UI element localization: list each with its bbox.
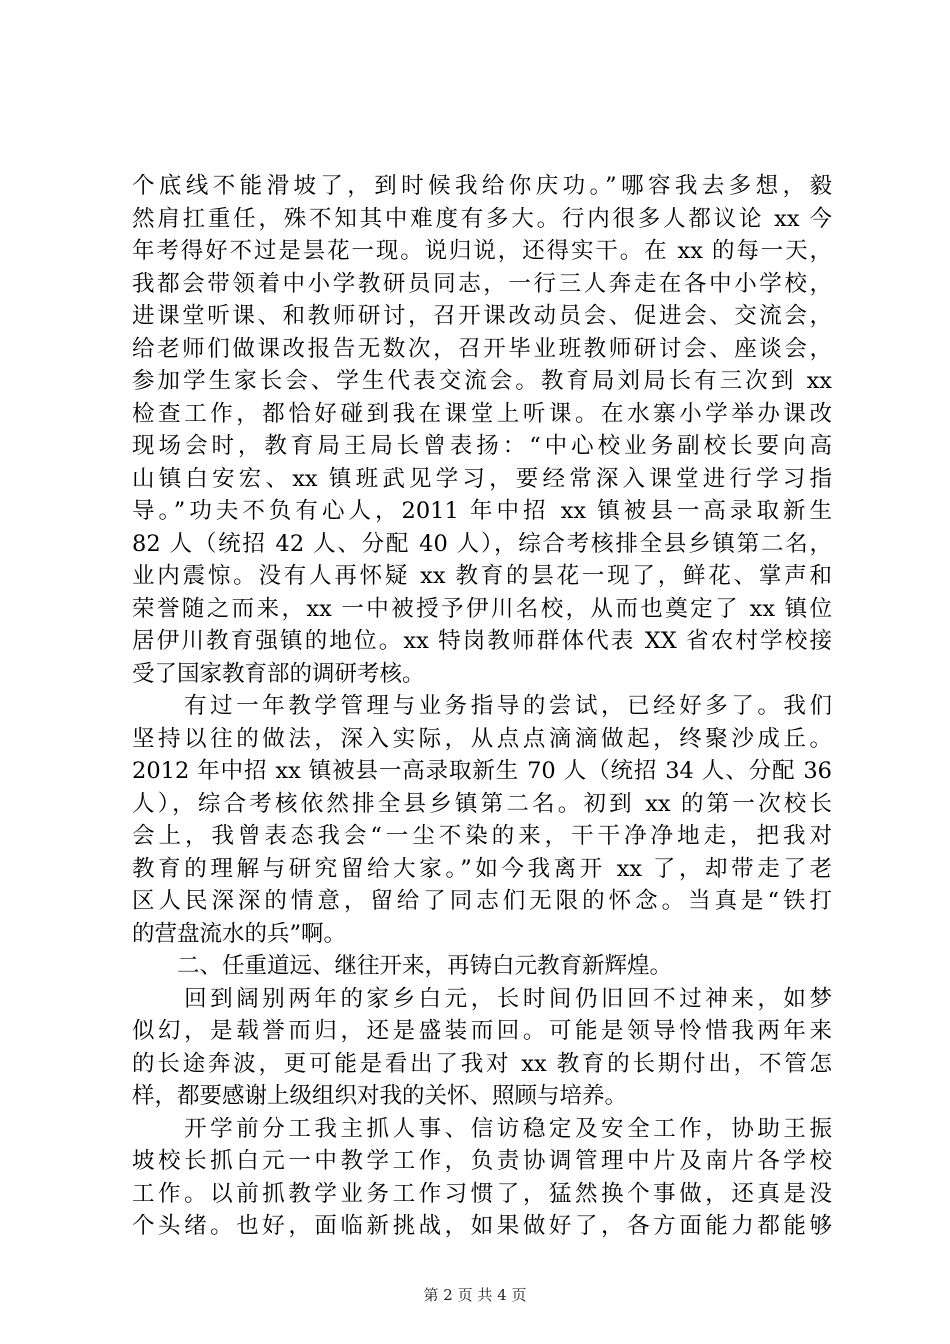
text-line: 给老师们做课改报告无数次，召开毕业班教师研讨会、座谈会， xyxy=(132,335,832,362)
text-line: 现场会时，教育局王局长曾表扬：“中心校业务副校长要向高 xyxy=(132,433,832,459)
text-line: 坚持以往的做法，深入实际，从点点滴滴做起，终聚沙成丘。 xyxy=(132,725,832,752)
text-line: 2012 年中招 xx 镇被县一高录取新生 70 人（统招 34 人、分配 36 xyxy=(132,758,832,784)
text-line: 居伊川教育强镇的地位。xx 特岗教师群体代表 XX 省农村学校接 xyxy=(132,628,832,654)
text-line: 个底线不能滑坡了，到时候我给你庆功。”哪容我去多想，毅 xyxy=(132,173,832,199)
text-line: 有过一年教学管理与业务指导的尝试，已经好多了。我们 xyxy=(132,693,832,719)
page-number-footer: 第 2 页 共 4 页 xyxy=(423,1286,527,1304)
text-line: 82 人（统招 42 人、分配 40 人），综合考核排全县乡镇第二名， xyxy=(132,530,832,557)
text-line: 山镇白安宏、xx 镇班武见学习，要经常深入课堂进行学习指 xyxy=(132,465,832,492)
text-line: 业内震惊。没有人再怀疑 xx 教育的昙花一现了，鲜花、掌声和 xyxy=(132,563,832,589)
text-line: 然肩扛重任，殊不知其中难度有多大。行内很多人都议论 xx 今 xyxy=(132,205,832,232)
text-line: 年考得好不过是昙花一现。说归说，还得实干。在 xx 的每一天， xyxy=(132,238,832,264)
section-heading: 二、任重道远、继往开来，再铸白元教育新辉煌。 xyxy=(132,953,673,979)
text-line: 的长途奔波，更可能是看出了我对 xx 教育的长期付出，不管怎 xyxy=(132,1050,832,1077)
text-line: 人），综合考核依然排全县乡镇第二名。初到 xx 的第一次校长 xyxy=(132,790,832,817)
document-body xyxy=(132,170,832,1243)
text-line: 坡校长抓白元一中教学工作，负责协调管理中片及南片各学校 xyxy=(132,1148,832,1174)
text-line: 参加学生家长会、学生代表交流会。教育局刘局长有三次到 xx xyxy=(132,368,832,394)
text-line: 我都会带领着中小学教研员同志，一行三人奔走在各中小学校， xyxy=(132,270,832,297)
text-line: 样，都要感谢上级组织对我的关怀、照顾与培养。 xyxy=(132,1083,628,1109)
text-line: 会上，我曾表态我会“一尘不染的来，干干净净地走，把我对 xyxy=(132,823,832,849)
text-line: 进课堂听课、和教师研讨，召开课改动员会、促进会、交流会， xyxy=(132,303,832,329)
text-line: 的营盘流水的兵”啊。 xyxy=(132,920,347,947)
text-line: 导。”功夫不负有心人，2011 年中招 xx 镇被县一高录取新生 xyxy=(132,498,832,524)
text-line: 教育的理解与研究留给大家。”如今我离开 xx 了，却带走了老 xyxy=(132,855,832,882)
text-line: 工作。以前抓教学业务工作习惯了，猛然换个事做，还真是没 xyxy=(132,1180,832,1207)
text-line: 开学前分工我主抓人事、信访稳定及安全工作，协助王振 xyxy=(132,1115,832,1142)
text-line: 区人民深深的情意，留给了同志们无限的怀念。当真是“铁打 xyxy=(132,888,832,914)
text-line: 个头绪。也好，面临新挑战，如果做好了，各方面能力都能够 xyxy=(132,1213,832,1239)
text-line: 荣誉随之而来，xx 一中被授予伊川名校，从而也奠定了 xx 镇位 xyxy=(132,595,832,622)
text-line: 受了国家教育部的调研考核。 xyxy=(132,660,425,687)
text-line: 回到阔别两年的家乡白元，长时间仍旧回不过神来，如梦 xyxy=(132,985,832,1012)
text-line: 似幻，是载誉而归，还是盛装而回。可能是领导怜惜我两年来 xyxy=(132,1018,832,1044)
text-line: 检查工作，都恰好碰到我在课堂上听课。在水寨小学举办课改 xyxy=(132,400,832,427)
